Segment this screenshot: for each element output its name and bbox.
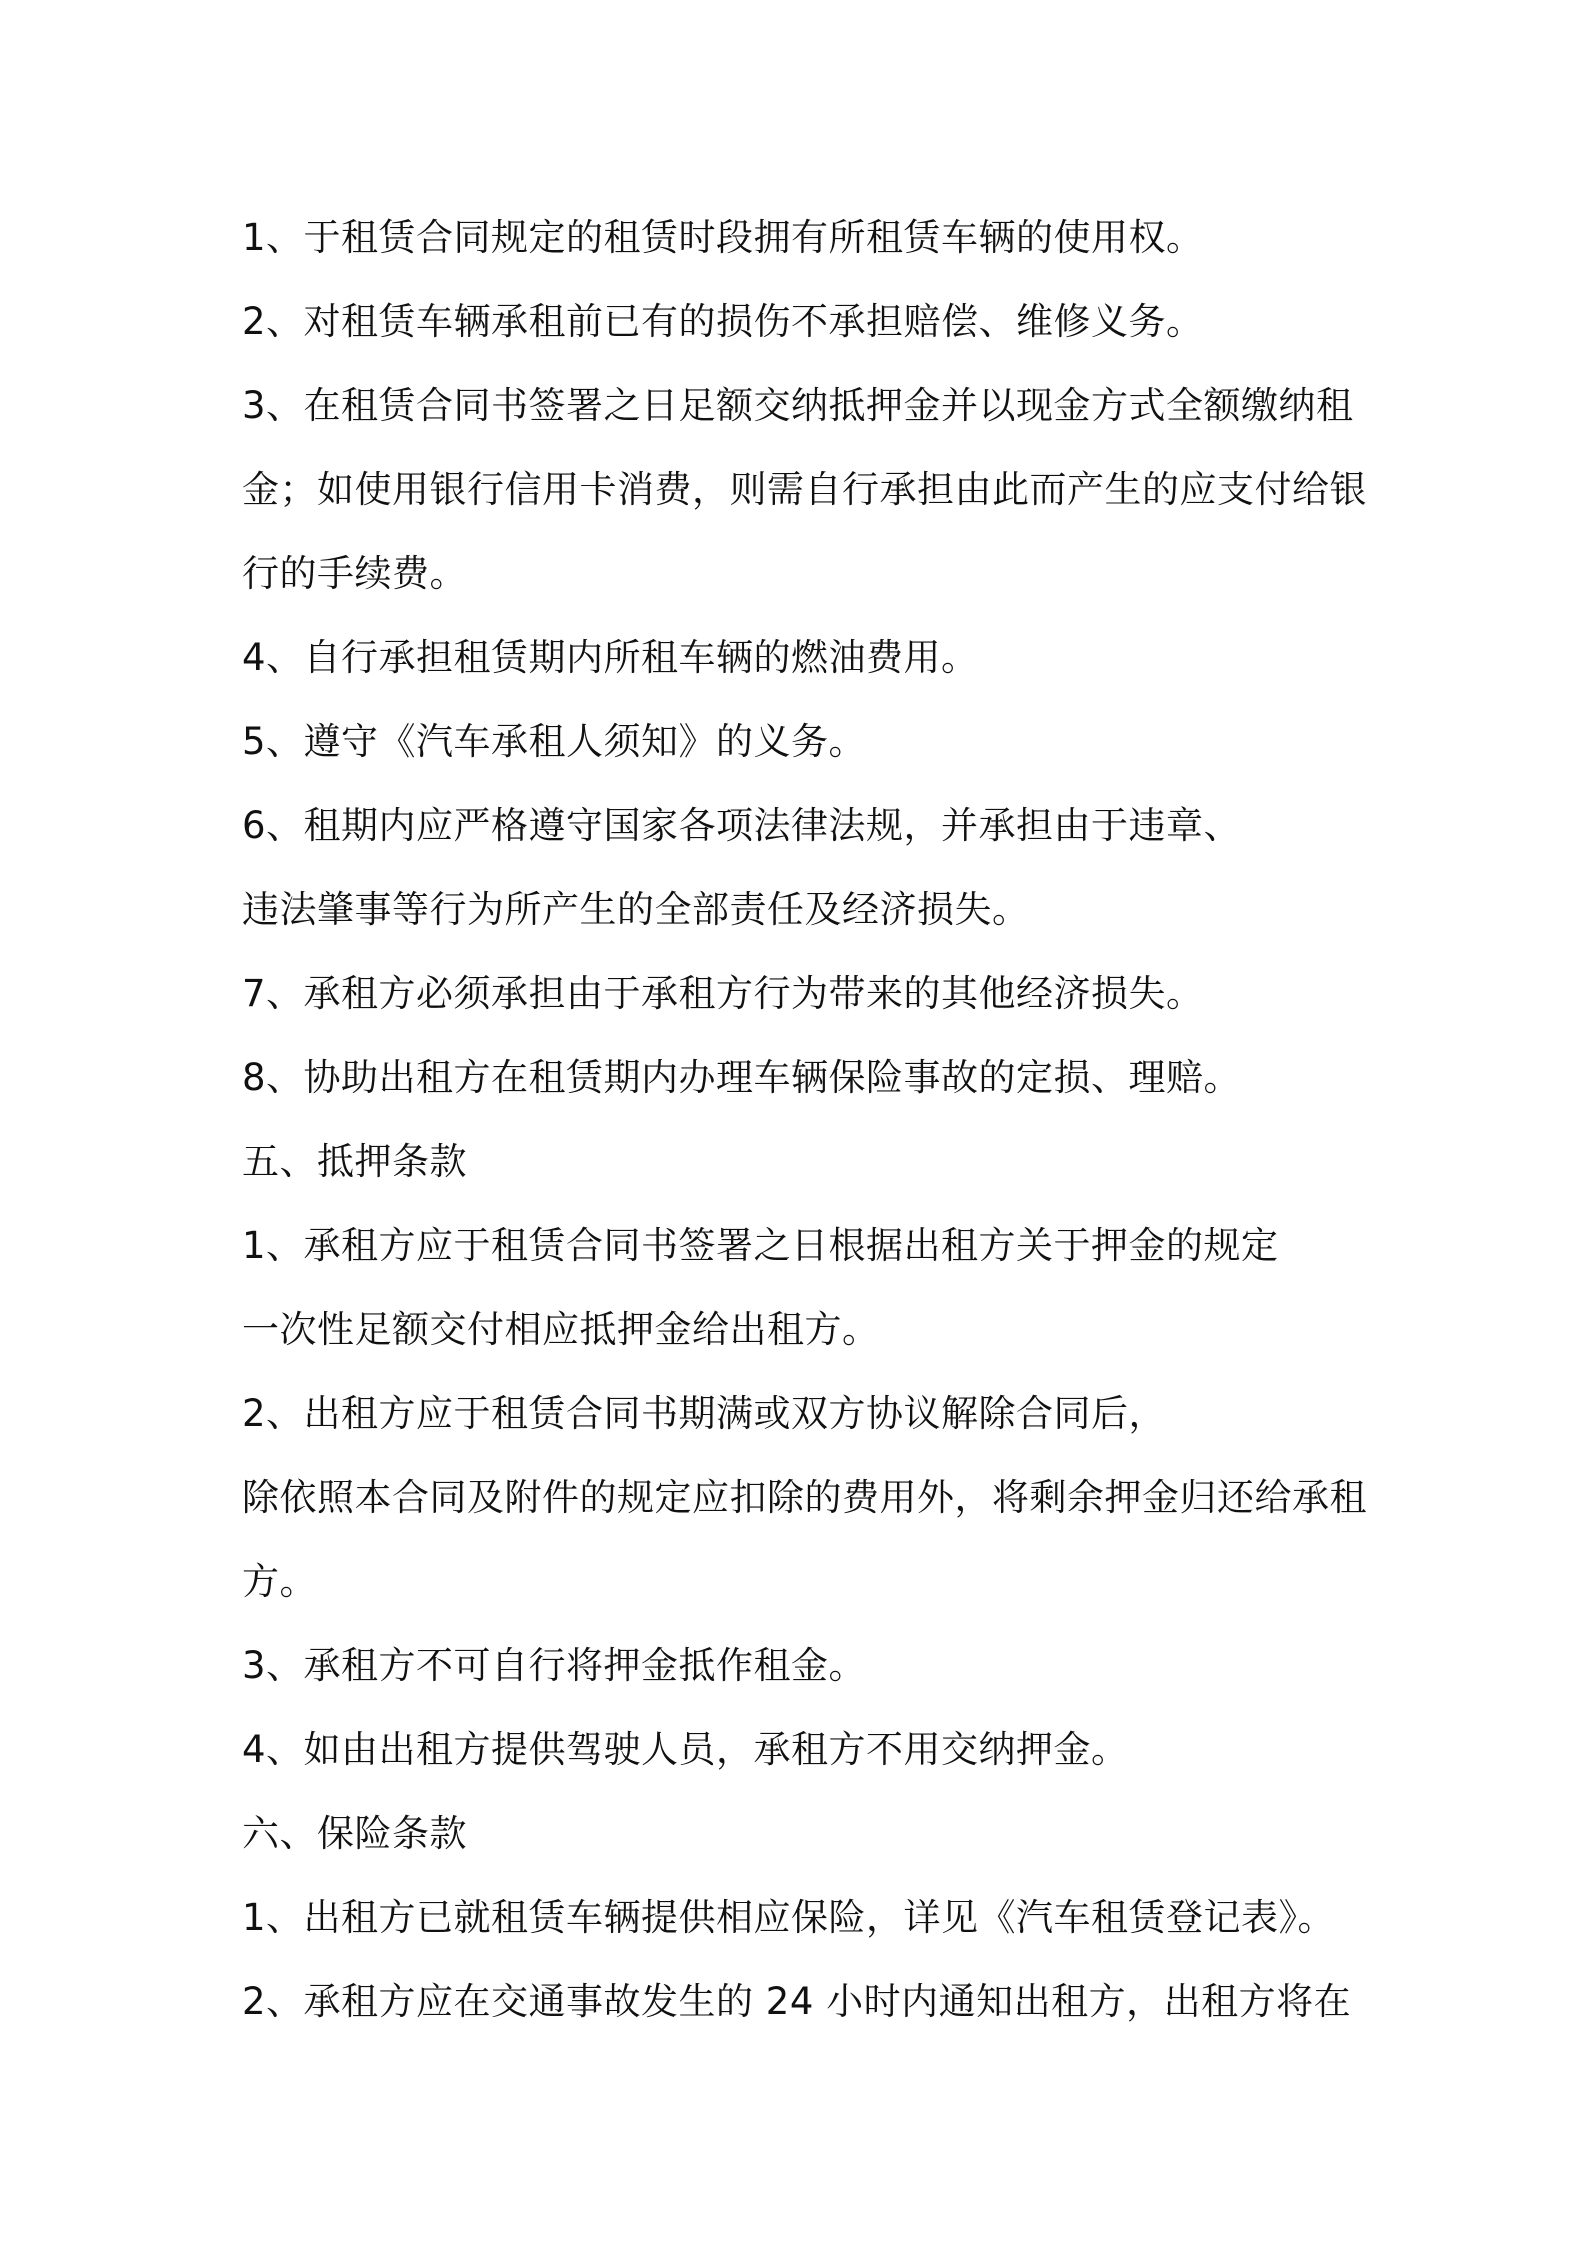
clause-text-line: 金；如使用银行信用卡消费，则需自行承担由此而产生的应支付给银 [242, 468, 1367, 511]
clause-text-line: 2、出租方应于租赁合同书期满或双方协议解除合同后， [242, 1392, 1167, 1435]
clause-text-line: 5、遵守《汽车承租人须知》的义务。 [242, 720, 867, 763]
clause-text-line: 6、租期内应严格遵守国家各项法律法规，并承担由于违章、 [242, 804, 1242, 847]
clause-text-line: 4、自行承担租赁期内所租车辆的燃油费用。 [242, 636, 979, 679]
clause-text-line: 4、如由出租方提供驾驶人员，承租方不用交纳押金。 [242, 1728, 1129, 1771]
section-heading: 六、保险条款 [242, 1812, 467, 1855]
clause-text-line: 违法肇事等行为所产生的全部责任及经济损失。 [242, 888, 1030, 931]
clause-text-line: 2、对租赁车辆承租前已有的损伤不承担赔偿、维修义务。 [242, 300, 1204, 343]
clause-text-line: 3、承租方不可自行将押金抵作租金。 [242, 1644, 867, 1687]
clause-text-line: 3、在租赁合同书签署之日足额交纳抵押金并以现金方式全额缴纳租 [242, 384, 1354, 427]
clause-text-line: 1、出租方已就租赁车辆提供相应保险，详见《汽车租赁登记表》。 [242, 1896, 1336, 1939]
clause-text-line: 1、承租方应于租赁合同书签署之日根据出租方关于押金的规定 [242, 1224, 1279, 1267]
section-heading: 五、抵押条款 [242, 1140, 467, 1183]
document-body [242, 196, 1372, 2044]
clause-text-line: 一次性足额交付相应抵押金给出租方。 [242, 1308, 880, 1351]
clause-text-line: 方。 [242, 1560, 317, 1603]
clause-text-line: 2、承租方应在交通事故发生的 24 小时内通知出租方，出租方将在 [242, 1980, 1352, 2023]
clause-text-line: 7、承租方必须承担由于承租方行为带来的其他经济损失。 [242, 972, 1204, 1015]
clause-text-line: 1、于租赁合同规定的租赁时段拥有所租赁车辆的使用权。 [242, 216, 1204, 259]
clause-text-line: 8、协助出租方在租赁期内办理车辆保险事故的定损、理赔。 [242, 1056, 1242, 1099]
clause-text-line: 行的手续费。 [242, 552, 467, 595]
clause-text-line: 除依照本合同及附件的规定应扣除的费用外，将剩余押金归还给承租 [242, 1476, 1367, 1519]
